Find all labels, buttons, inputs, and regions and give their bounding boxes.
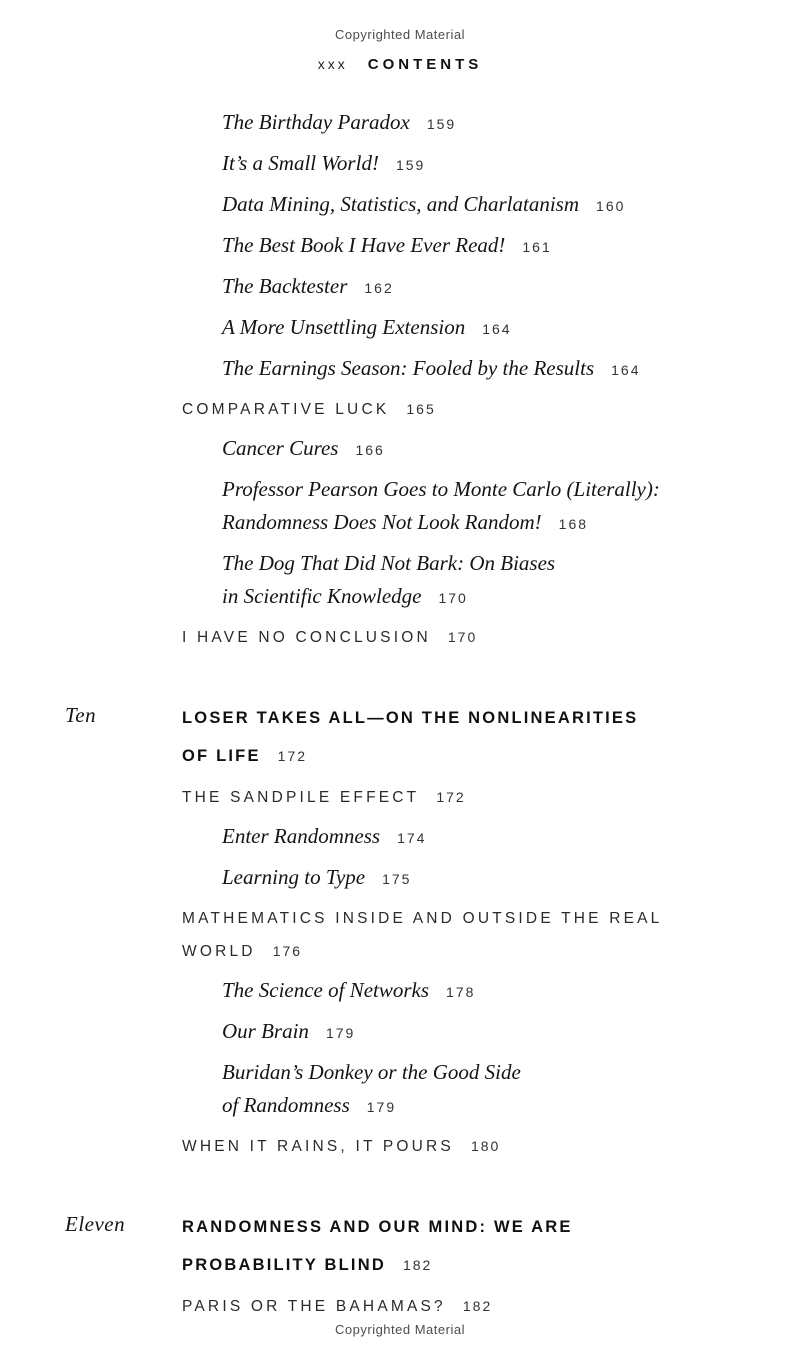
page-number: 159 <box>426 116 457 132</box>
entry-title-text: The Best Book I Have Ever Read! <box>222 233 506 257</box>
chapter-number: Eleven <box>65 1212 126 1236</box>
toc-entry-sub <box>182 547 760 615</box>
entry-title-text: MATHEMATICS INSIDE AND OUTSIDE THE REAL <box>182 910 663 927</box>
toc-entry-sub <box>182 270 760 305</box>
page-number: 174 <box>397 830 427 846</box>
toc-entry-section <box>182 1130 760 1163</box>
page-number: 179 <box>366 1099 397 1115</box>
entry-title-text: WORLD <box>182 943 256 960</box>
toc-entry-sub <box>182 311 760 346</box>
toc-entry-section <box>182 393 760 426</box>
page-number: 168 <box>558 516 589 532</box>
copyright-notice-top: Copyrighted Material <box>335 27 465 42</box>
page-number: 170 <box>438 590 468 606</box>
page-folio: xxx <box>317 56 348 72</box>
entry-title-text: Our Brain <box>222 1019 309 1043</box>
entry-title-text: Randomness Does Not Look Random! <box>222 510 542 534</box>
page-number: 160 <box>596 198 626 214</box>
entry-title-text: Enter Randomness <box>222 824 381 848</box>
toc-entry-chapter <box>65 1208 760 1284</box>
page-number: 162 <box>364 280 394 296</box>
entry-title-text: COMPARATIVE LUCK <box>182 401 390 418</box>
contents-heading: CONTENTS <box>367 56 483 73</box>
toc-entry-line <box>222 311 760 346</box>
toc-entry-line <box>182 621 760 654</box>
toc-entry-section <box>182 1290 760 1323</box>
page-number: 165 <box>406 401 436 417</box>
toc-entry-sub <box>182 974 760 1009</box>
entry-title-text: The Birthday Paradox <box>222 110 410 134</box>
toc-entry-sub <box>182 147 760 182</box>
toc-entry-line <box>222 352 760 387</box>
entry-title-text: Professor Pearson Goes to Monte Carlo (Literally): <box>222 477 660 501</box>
entry-title-text: A More Unsettling Extension <box>222 315 466 339</box>
toc-entry-line <box>222 1056 760 1089</box>
toc-entry-line <box>182 1290 760 1323</box>
toc-entry-sub <box>182 1056 760 1124</box>
toc-entry-sub <box>182 229 760 264</box>
page-number: 182 <box>402 1257 433 1273</box>
toc-entry-chapter <box>65 699 760 775</box>
entry-title-text: The Dog That Did Not Bark: On Biases <box>222 551 556 575</box>
toc-entry-line <box>222 1015 760 1050</box>
toc-entry-section <box>182 781 760 814</box>
chapter-number: Ten <box>65 703 97 727</box>
entry-title-text: PARIS OR THE BAHAMAS? <box>182 1298 446 1315</box>
toc-entry-sub <box>182 352 760 387</box>
toc-entry-line <box>182 699 760 737</box>
entry-title-text: Cancer Cures <box>222 436 339 460</box>
toc-entry-line <box>222 147 760 182</box>
page-number: 172 <box>436 789 466 805</box>
toc-entry-sub <box>182 432 760 467</box>
contents-list <box>65 106 760 1323</box>
entry-title-text: I HAVE NO CONCLUSION <box>182 629 431 646</box>
page-number: 170 <box>447 629 478 645</box>
toc-entry-section <box>182 902 760 968</box>
toc-entry-line <box>182 1130 760 1163</box>
page-number: 166 <box>355 442 385 458</box>
toc-entry-line <box>222 974 760 1009</box>
toc-entry-sub <box>182 1015 760 1050</box>
page-header <box>0 56 800 74</box>
page-number: 161 <box>522 239 552 255</box>
toc-entry-line <box>182 781 760 814</box>
entry-title-text: in Scientific Knowledge <box>222 584 422 608</box>
toc-entry-line <box>222 270 760 305</box>
entry-title-text: Learning to Type <box>222 865 366 889</box>
entry-title-text: It’s a Small World! <box>222 151 379 175</box>
toc-entry-line <box>182 1208 760 1246</box>
page-number: 176 <box>272 943 303 959</box>
page-number: 164 <box>482 321 512 337</box>
toc-entry-line <box>222 106 760 141</box>
toc-entry-sub <box>182 473 760 541</box>
copyright-notice-bottom: Copyrighted Material <box>335 1322 465 1337</box>
toc-entry-line <box>222 473 760 506</box>
toc-entry-line <box>182 737 760 775</box>
entry-title-text: of Randomness <box>222 1093 350 1117</box>
page-number: 178 <box>446 984 476 1000</box>
toc-entry-line <box>182 902 760 935</box>
page-number: 180 <box>470 1138 501 1154</box>
entry-title-text: The Science of Networks <box>222 978 430 1002</box>
entry-title-text: Data Mining, Statistics, and Charlatanism <box>222 192 580 216</box>
entry-title-text: WHEN IT RAINS, IT POURS <box>182 1138 454 1155</box>
page-number: 164 <box>611 362 641 378</box>
toc-entry-line <box>222 506 760 541</box>
toc-entry-line <box>182 393 760 426</box>
entry-title-text: The Earnings Season: Fooled by the Results <box>222 356 595 380</box>
toc-entry-line <box>222 1089 760 1124</box>
toc-entry-line <box>222 229 760 264</box>
entry-title-text: THE SANDPILE EFFECT <box>182 789 420 806</box>
toc-entry-sub <box>182 106 760 141</box>
page-number: 172 <box>277 748 308 764</box>
toc-entry-line <box>182 1246 760 1284</box>
toc-entry-line <box>222 580 760 615</box>
page-number: 159 <box>395 157 426 173</box>
entry-title-text: PROBABILITY BLIND <box>182 1256 386 1274</box>
entry-title-text: The Backtester <box>222 274 348 298</box>
page-number: 179 <box>325 1025 356 1041</box>
toc-entry-sub <box>182 188 760 223</box>
entry-title-text: LOSER TAKES ALL—ON THE NONLINEARITIES <box>182 709 639 727</box>
toc-entry-line <box>222 820 760 855</box>
toc-entry-sub <box>182 861 760 896</box>
entry-title-text: RANDOMNESS AND OUR MIND: WE ARE <box>182 1218 573 1236</box>
toc-entry-line <box>222 861 760 896</box>
entry-title-text: Buridan’s Donkey or the Good Side <box>222 1060 521 1084</box>
page-number: 182 <box>462 1298 493 1314</box>
toc-entry-sub <box>182 820 760 855</box>
entry-title-text: OF LIFE <box>182 747 261 765</box>
toc-entry-line <box>182 935 760 968</box>
toc-entry-line <box>222 188 760 223</box>
toc-entry-section <box>182 621 760 654</box>
toc-entry-line <box>222 432 760 467</box>
page-number: 175 <box>382 871 412 887</box>
toc-entry-line <box>222 547 760 580</box>
